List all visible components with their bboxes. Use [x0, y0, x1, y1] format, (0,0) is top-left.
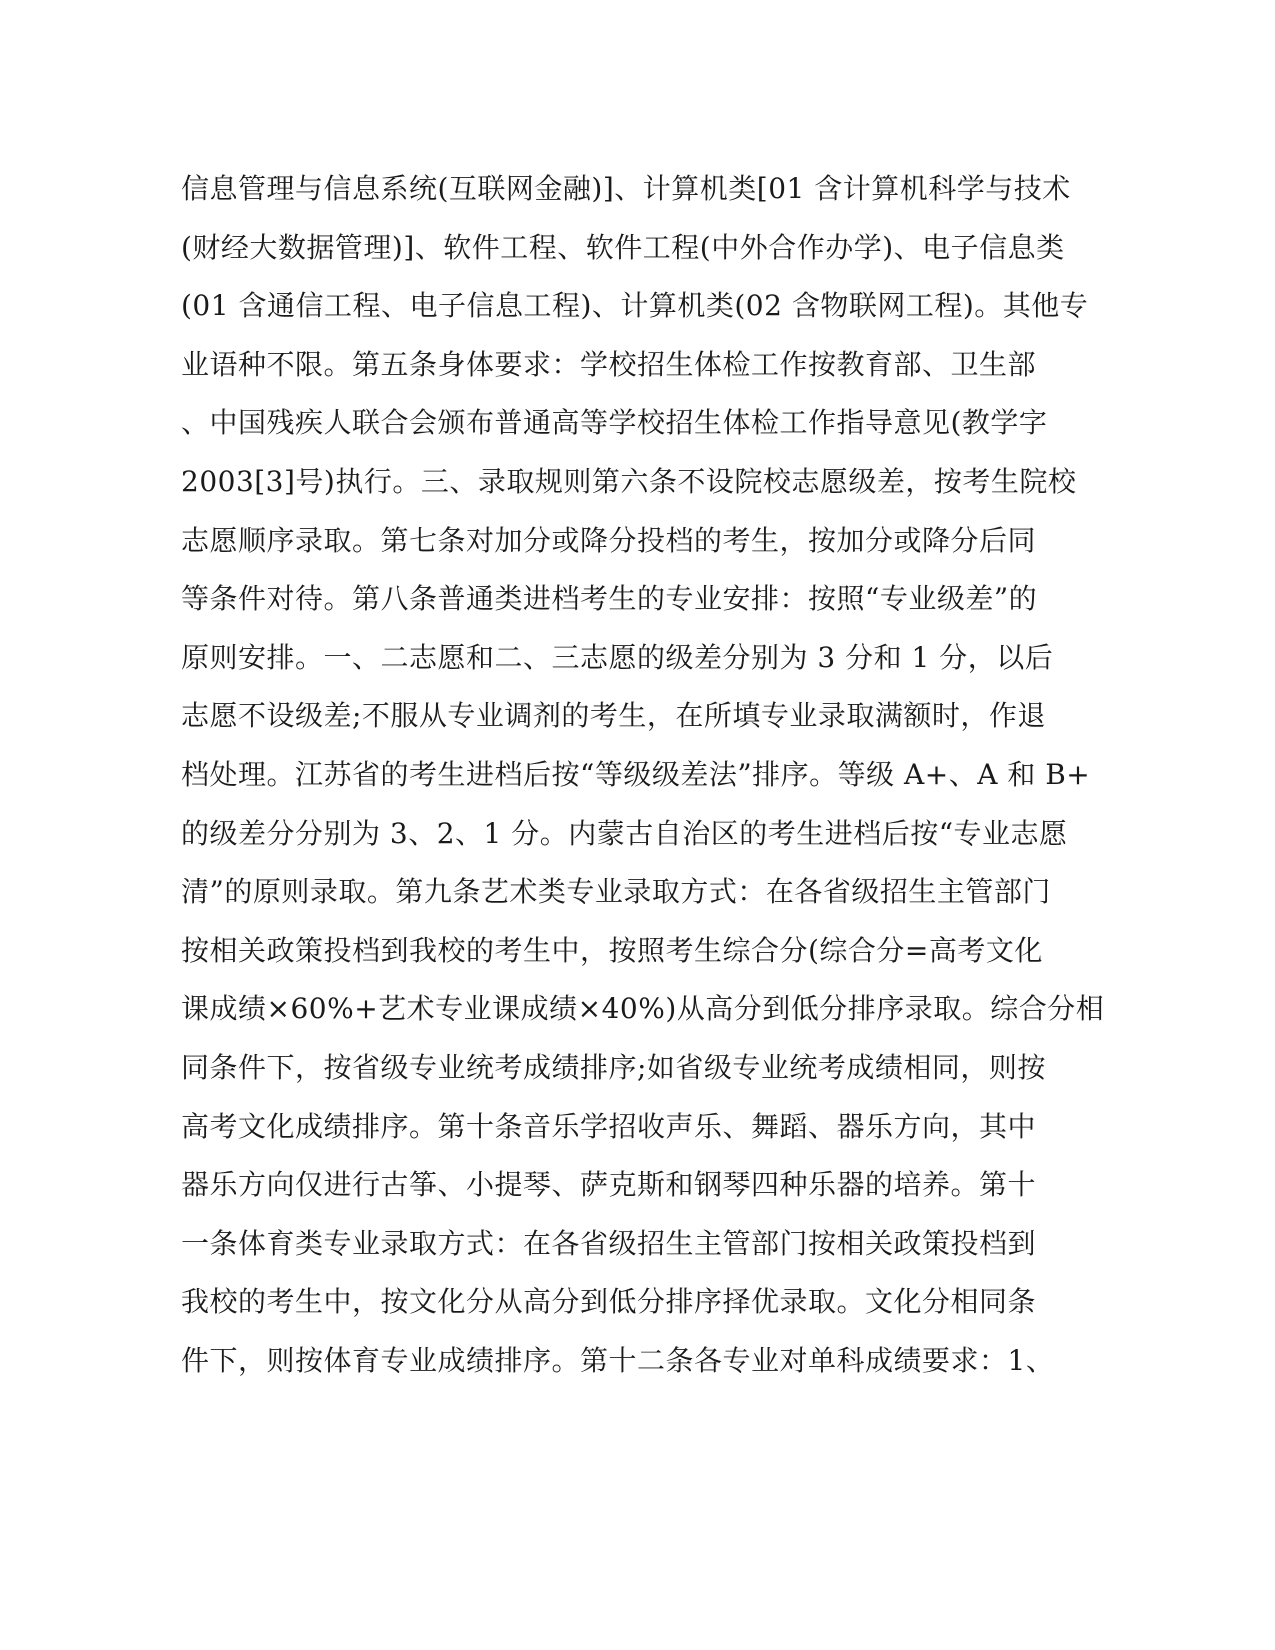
text-line: 件下，则按体育专业成绩排序。第十二条各专业对单科成绩要求：1、	[181, 1343, 1055, 1377]
text-line: 原则安排。一、二志愿和二、三志愿的级差分别为 3 分和 1 分，以后	[181, 640, 1054, 674]
text-line: 器乐方向仅进行古筝、小提琴、萨克斯和钢琴四种乐器的培养。第十	[181, 1168, 1037, 1202]
text-line: 档处理。江苏省的考生进档后按“等级级差法”排序。等级 A+、A 和 B+	[181, 757, 1091, 791]
text-line: 等条件对待。第八条普通类进档考生的专业安排：按照“专业级差”的	[181, 582, 1038, 616]
text-line: 一条体育类专业录取方式：在各省级招生主管部门按相关政策投档到	[181, 1226, 1037, 1260]
text-line: 志愿不设级差;不服从专业调剂的考生，在所填专业录取满额时，作退	[181, 699, 1046, 733]
text-line: 的级差分分别为 3、2、1 分。内蒙古自治区的考生进档后按“专业志愿	[181, 816, 1068, 850]
text-line: 2003[3]号)执行。三、录取规则第六条不设院校志愿级差，按考生院校	[181, 464, 1077, 498]
text-line: 信息管理与信息系统(互联网金融)]、计算机类[01 含计算机科学与技术	[181, 172, 1071, 205]
text-line: (01 含通信工程、电子信息工程)、计算机类(02 含物联网工程)。其他专	[181, 289, 1089, 323]
text-line: 高考文化成绩排序。第十条音乐学招收声乐、舞蹈、器乐方向，其中	[181, 1109, 1037, 1143]
text-line: 志愿顺序录取。第七条对加分或降分投档的考生，按加分或降分后同	[181, 523, 1037, 557]
body-text	[181, 160, 1105, 1390]
text-line: 清”的原则录取。第九条艺术类专业录取方式：在各省级招生主管部门	[181, 875, 1051, 909]
text-line: 业语种不限。第五条身体要求：学校招生体检工作按教育部、卫生部	[181, 347, 1037, 381]
text-line: 课成绩×60%+艺术专业课成绩×40%)从高分到低分排序录取。综合分相	[181, 992, 1105, 1026]
text-line: 同条件下，按省级专业统考成绩排序;如省级专业统考成绩相同，则按	[181, 1050, 1046, 1084]
text-line: 、中国残疾人联合会颁布普通高等学校招生体检工作指导意见(教学字	[181, 406, 1048, 440]
text-line: (财经大数据管理)]、软件工程、软件工程(中外合作办学)、电子信息类	[181, 230, 1065, 264]
text-line: 我校的考生中，按文化分从高分到低分排序择优录取。文化分相同条	[181, 1285, 1037, 1319]
text-line: 按相关政策投档到我校的考生中，按照考生综合分(综合分=高考文化	[181, 933, 1043, 967]
